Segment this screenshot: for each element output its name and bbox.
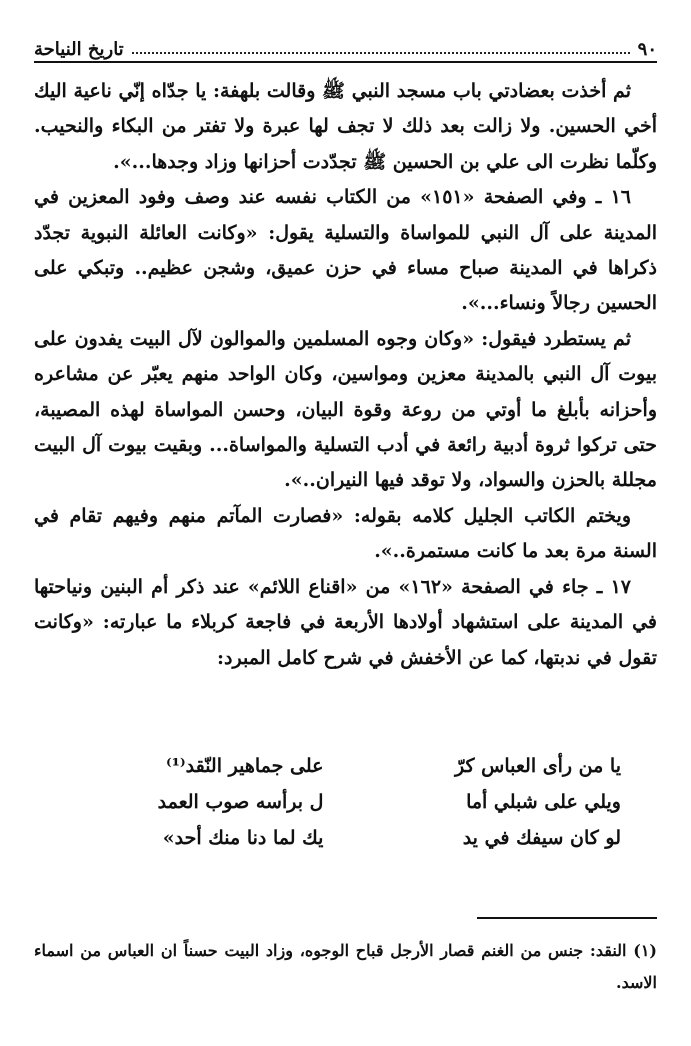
verse-second-hemistich: ل برأسه صوب العمد xyxy=(157,791,324,813)
footnote: (١) النقد: جنس من الغنم قصار الأرجل قباح الوجوه، وزاد البيت حسناً ان العباس من اسماء الاسد. xyxy=(34,941,657,992)
header-rule xyxy=(34,61,657,63)
footnote-rule xyxy=(477,917,657,919)
verse-second-hemistich: يك لما دنا منك أحد» xyxy=(162,827,324,849)
running-title: تاريخ النياحة xyxy=(34,39,124,60)
poem-verse xyxy=(70,784,621,820)
poem-verse xyxy=(70,748,621,784)
verse-first-hemistich: ويلي على شبلي أما xyxy=(466,791,621,813)
page-header xyxy=(34,30,657,60)
paragraph: ثم يستطرد فيقول: «وكان وجوه المسلمين والموالون لآل البيت يفدون على بيوت آل النبي بالمدينة معزين ومواسين، وكان الواحد منهم يعبّر عن مشاعره وأحزانه بأبلغ ما أوتي من روعة وقوة البيان، وحسن المواساة لهذه المصيبة، حتى تركوا ثروة أدبية رائعة في أدب التسلية والمواساة... وبقيت بيوت آل البيت مجللة بالحزن والسواد، ولا توقد فيها النيران..». xyxy=(34,327,657,492)
page-number: ٩٠ xyxy=(637,39,657,60)
paragraph: ثم أخذت بعضادتي باب مسجد النبي ﷺ وقالت بلهفة: يا جدّاه إنّي ناعية اليك أخي الحسين. ولا زالت بعد ذلك لا تجف لها عبرة ولا تفتر من البكاء والنحيب. وكلّما نظرت الى علي بن الحسين ﷺ تجدّدت أحزانها وزاد وجدها...». xyxy=(34,80,657,173)
verse-second-hemistich: على جماهير النّقد⁽¹⁾ xyxy=(165,755,324,777)
poem xyxy=(70,748,621,856)
paragraph: ويختم الكاتب الجليل كلامه بقوله: «فصارت المآتم منهم وفيهم تقام في السنة مرة بعد ما كانت مستمرة..». xyxy=(34,504,657,563)
paragraph: ١٦ ـ وفي الصفحة «١٥١» من الكتاب نفسه عند وصف وفود المعزين في المدينة على آل النبي للمواساة والتسلية يقول: «وكانت العائلة النبوية تجدّد ذكراها في المدينة صباح مساء في حزن عميق، وشجن عظيم.. وتبكي على الحسين رجالاً ونساء...». xyxy=(34,186,657,315)
poem-verse xyxy=(70,820,621,856)
main-text xyxy=(34,74,657,676)
verse-first-hemistich: لو كان سيفك في يد xyxy=(462,827,621,849)
header-dot-leader xyxy=(132,52,630,54)
verse-first-hemistich: يا من رأى العباس كرّ xyxy=(455,755,621,777)
paragraph: ١٧ ـ جاء في الصفحة «١٦٢» من «اقناع اللائم» عند ذكر أم البنين ونياحتها في المدينة على استشهاد أولادها الأربعة في فاجعة كربلاء ما عبارته: «وكانت تقول في ندبتها، كما عن الأخفش في شرح كامل المبرد: xyxy=(34,575,657,669)
